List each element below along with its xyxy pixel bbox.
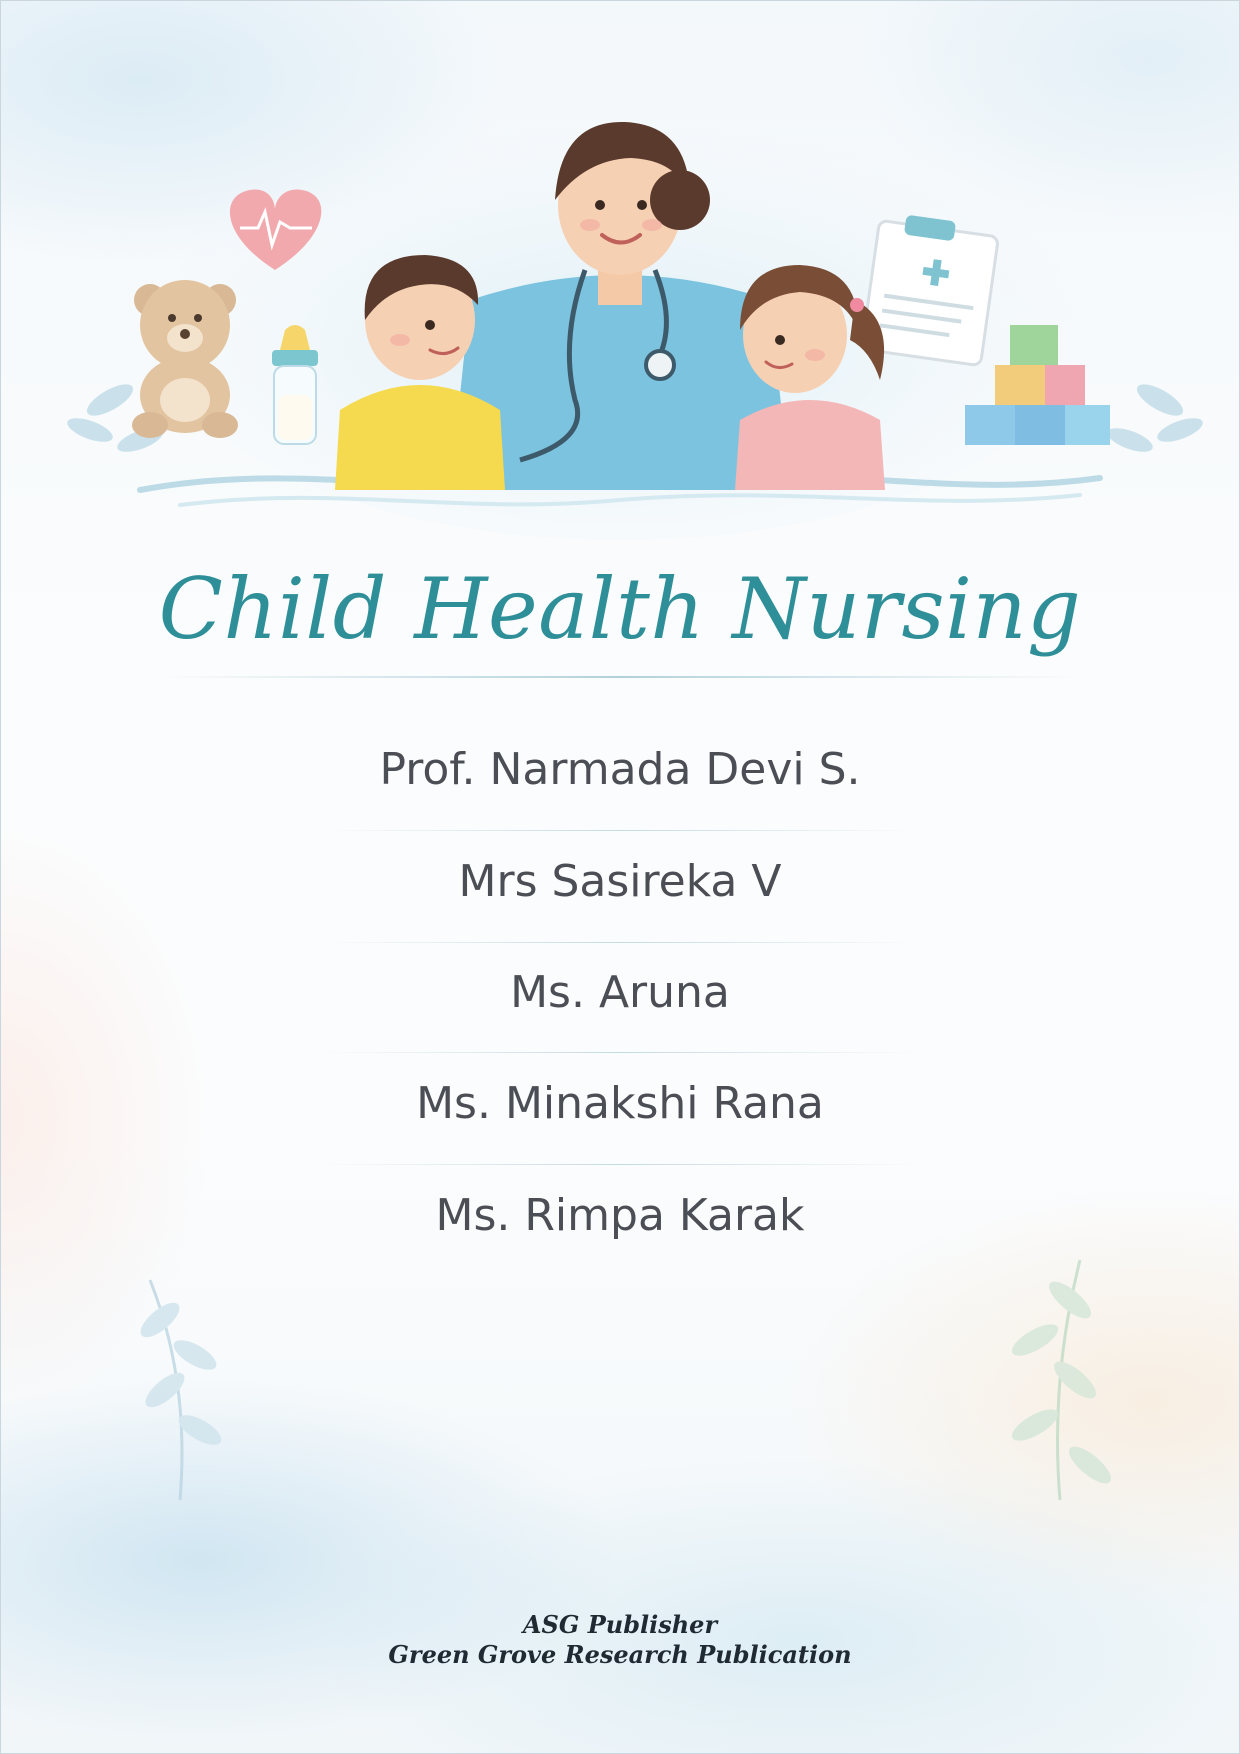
author-divider [320,830,920,831]
author-5: Ms. Rimpa Karak [435,1190,805,1241]
publisher-name: ASG Publisher [522,1610,718,1639]
author-4: Ms. Minakshi Rana [416,1078,824,1129]
author-divider [320,1164,920,1165]
book-title: Child Health Nursing [158,560,1082,658]
author-2: Mrs Sasireka V [458,856,782,907]
leaf-left-icon [135,1280,226,1500]
leaf-right-icon [1007,1260,1116,1500]
publisher-imprint: Green Grove Research Publication [388,1640,852,1669]
author-1: Prof. Narmada Devi S. [379,744,861,795]
cover-illustration [0,0,1240,560]
leaf-sprig-right-icon [1104,378,1205,456]
title-divider [160,676,1080,678]
author-divider [320,1052,920,1053]
author-divider [320,942,920,943]
author-3: Ms. Aruna [510,967,730,1018]
